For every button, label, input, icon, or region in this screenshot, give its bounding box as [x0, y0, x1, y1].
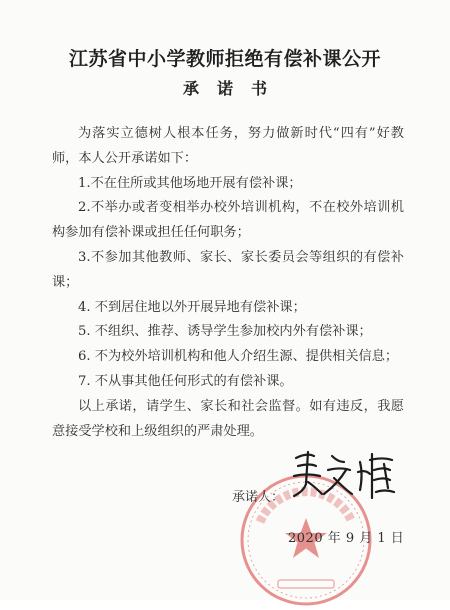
signing-date: 2020 年 9 月 1 日 — [288, 531, 405, 546]
commitment-item-7: 7. 不从事其他任何形式的有偿补课。 — [78, 373, 293, 389]
document-title: 江苏省中小学教师拒绝有偿补课公开 — [68, 48, 381, 70]
document-body — [52, 122, 404, 444]
handwritten-signature — [288, 444, 398, 506]
commitment-item-2: 2.不举办或者变相举办校外培训机构，不在校外培训机构参加有偿补课或担任任何职务； — [52, 200, 404, 241]
commitment-item-6: 6. 不为校外培训机构和他人介绍生源、提供相关信息； — [78, 349, 399, 365]
commitment-item-4: 4. 不到居住地以外开展异地有偿补课； — [78, 299, 306, 315]
commitment-item-5: 5. 不组织、推荐、诱导学生参加校内外有偿补课； — [78, 324, 372, 340]
paragraph-intro: 为落实立德树人根本任务，努力做新时代“四有”好教师，本人公开承诺如下： — [52, 126, 404, 166]
commitment-item-1: 1.不在住所或其他场地开展有偿补课； — [78, 175, 302, 191]
signer-label: 承诺人： — [232, 490, 285, 505]
paragraph-closing: 以上承诺，请学生、家长和社会监督。如有违反，我愿意接受学校和上级组织的严肃处理。 — [52, 398, 404, 439]
commitment-item-3: 3.不参加其他教师、家长、家长委员会等组织的有偿补课； — [52, 249, 404, 290]
document-subtitle: 承诺书 — [182, 79, 285, 98]
